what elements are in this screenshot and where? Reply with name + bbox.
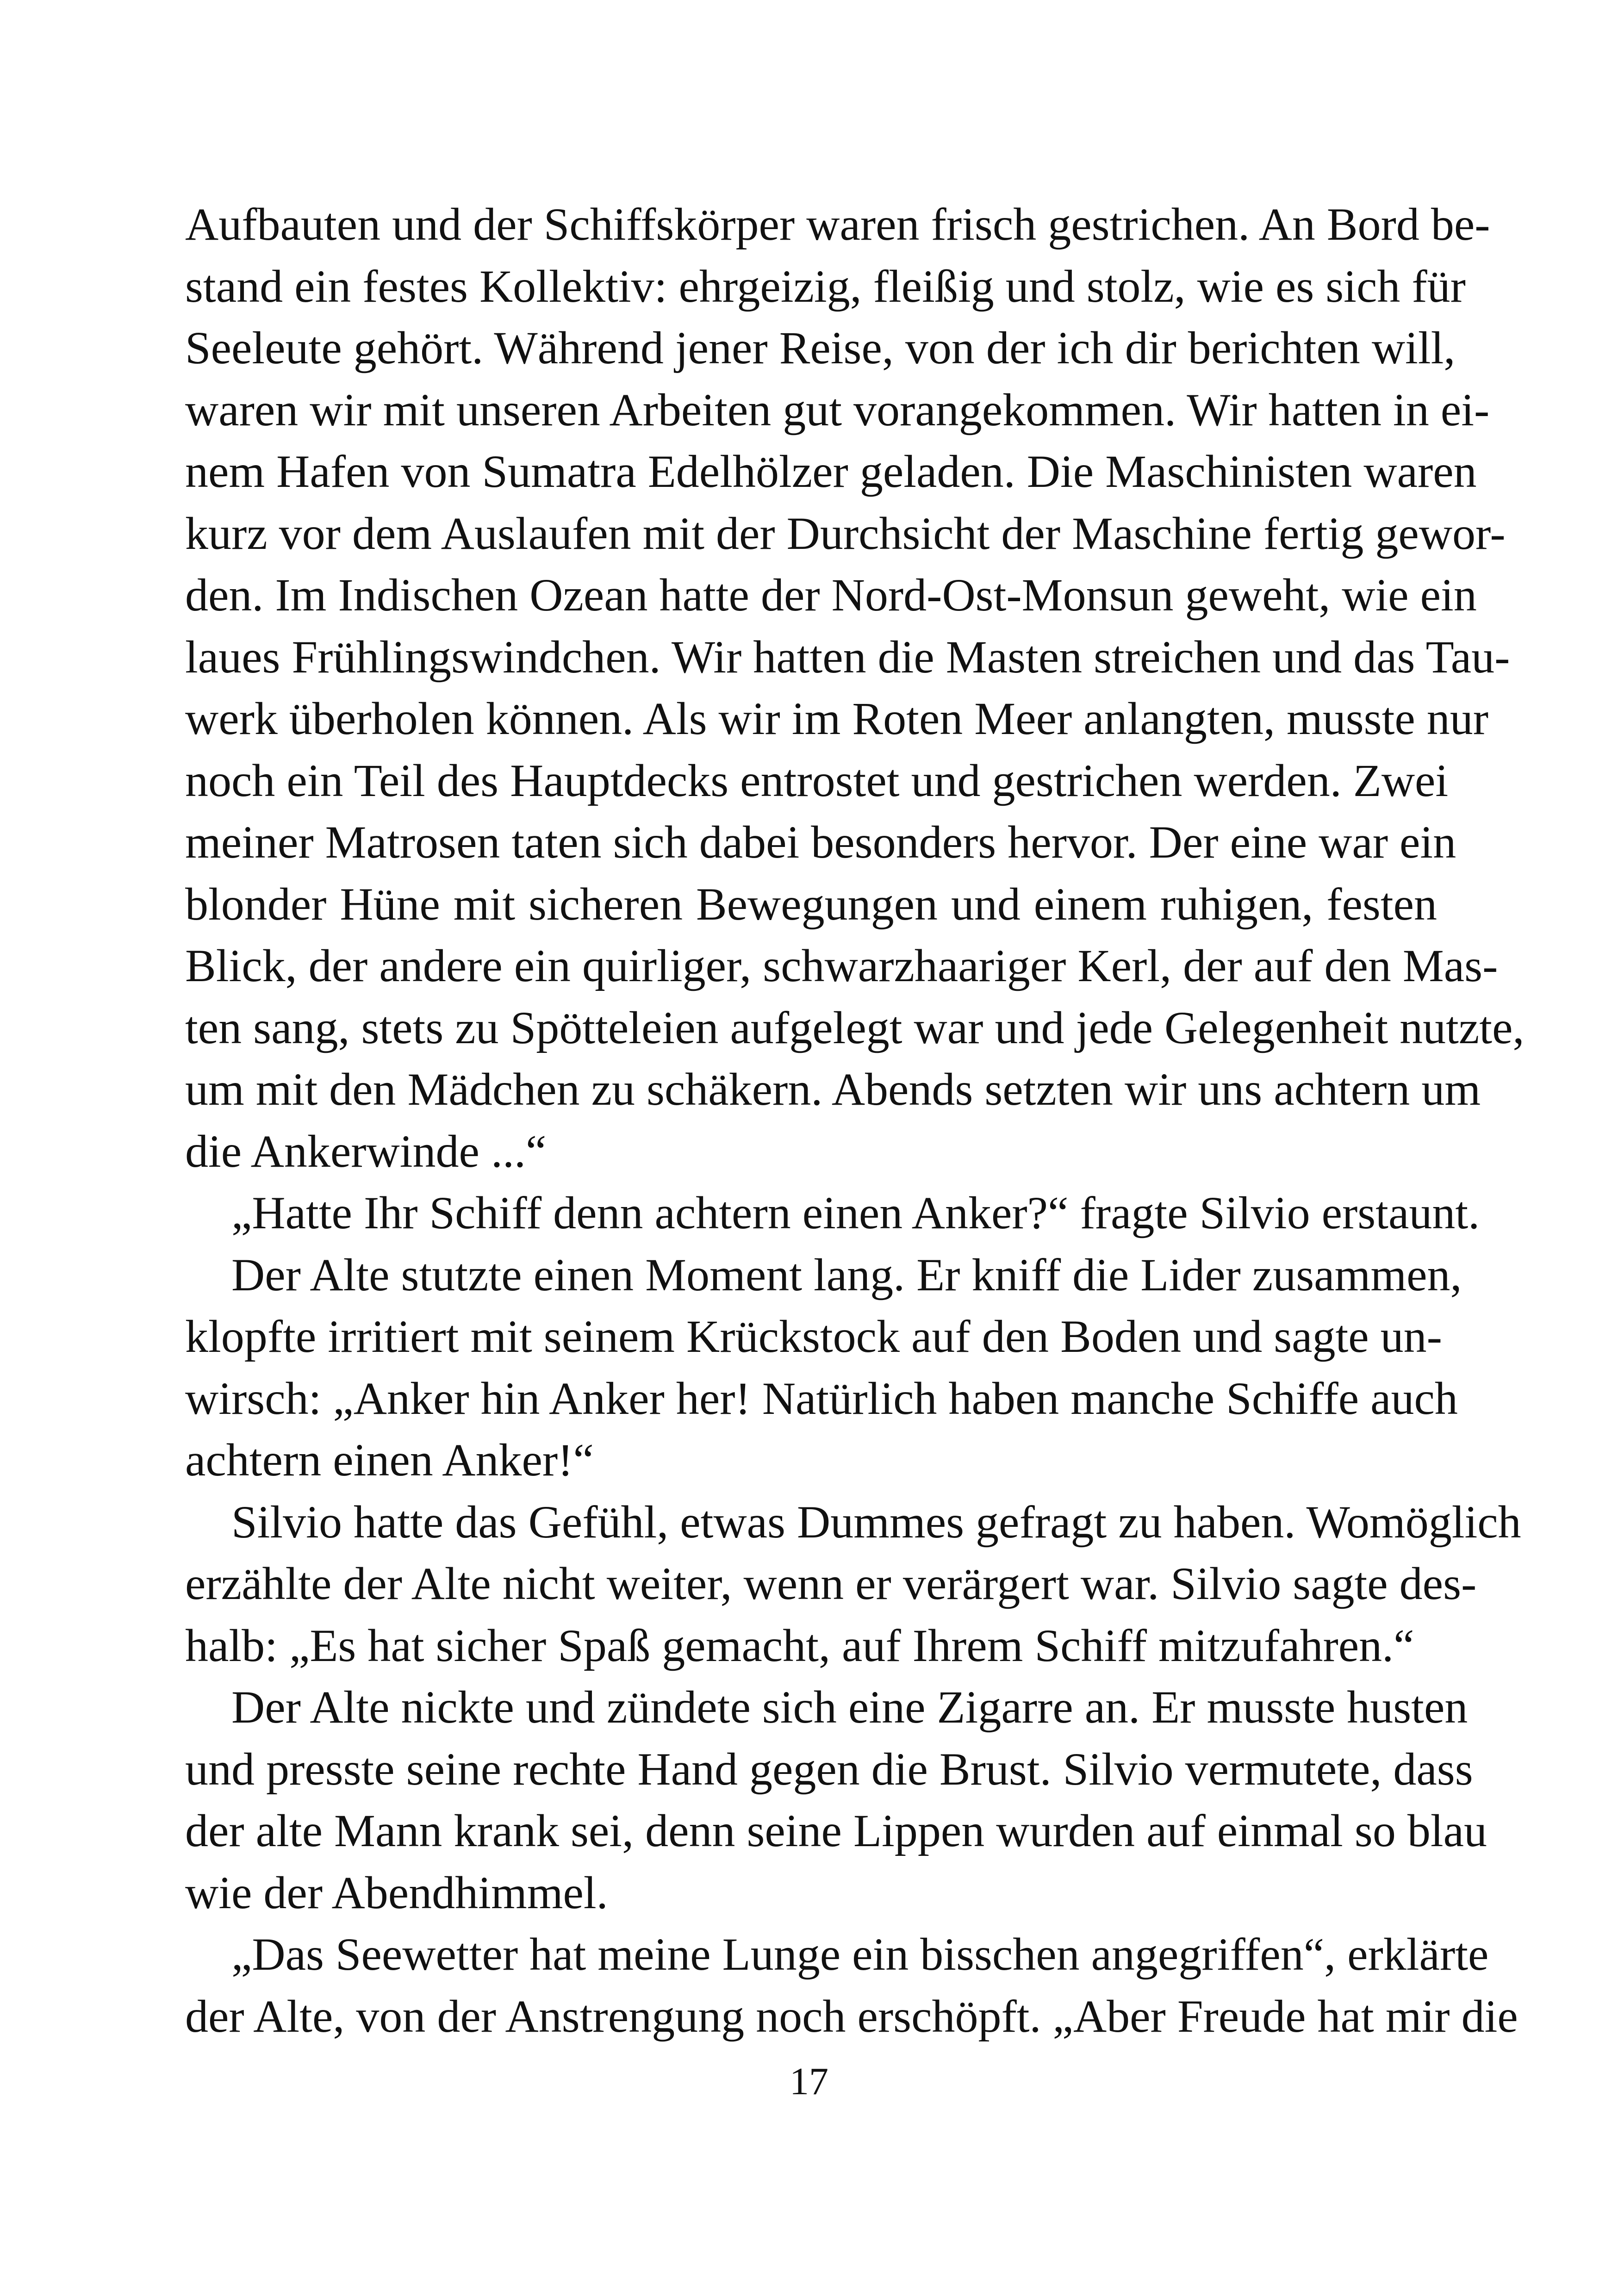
- text-line: kurz vor dem Auslaufen mit der Durchsicht der Maschine fertig gewor-: [185, 507, 1506, 559]
- text-line: um mit den Mädchen zu schäkern. Abends setzten wir uns achtern um: [185, 1064, 1481, 1115]
- text-line: erzählte der Alte nicht weiter, wenn er verärgert war. Silvio sagte des-: [185, 1558, 1477, 1609]
- paragraph-first-line: „Hatte Ihr Schiff denn achtern einen Anker?“ fragte Silvio erstaunt.: [231, 1187, 1480, 1238]
- paragraph-first-line: „Das Seewetter hat meine Lunge ein bisschen angegriffen“, erklärte: [231, 1929, 1489, 1980]
- text-line: den. Im Indischen Ozean hatte der Nord-Ost-Monsun geweht, wie ein: [185, 569, 1477, 621]
- text-line: Aufbauten und der Schiffskörper waren frisch gestrichen. An Bord be-: [185, 199, 1490, 250]
- text-line: achtern einen Anker!“: [185, 1434, 594, 1486]
- text-line: der Alte, von der Anstrengung noch erschöpft. „Aber Freude hat mir die: [185, 1990, 1518, 2042]
- text-line: laues Frühlingswindchen. Wir hatten die Masten streichen und das Tau-: [185, 631, 1510, 683]
- paragraph-first-line: Silvio hatte das Gefühl, etwas Dummes gefragt zu haben. Womöglich: [231, 1496, 1521, 1548]
- text-line: wie der Abendhimmel.: [185, 1867, 608, 1918]
- text-line: halb: „Es hat sicher Spaß gemacht, auf Ihrem Schiff mitzufahren.“: [185, 1619, 1414, 1671]
- paragraph-first-line: Der Alte stutzte einen Moment lang. Er kniff die Lider zusammen,: [231, 1249, 1462, 1300]
- text-line: wirsch: „Anker hin Anker her! Natürlich haben manche Schiffe auch: [185, 1372, 1458, 1424]
- text-line: Blick, der andere ein quirliger, schwarzhaariger Kerl, der auf den Mas-: [185, 940, 1498, 991]
- text-line: und presste seine rechte Hand gegen die Brust. Silvio vermutete, dass: [185, 1743, 1473, 1795]
- text-line: der alte Mann krank sei, denn seine Lippen wurden auf einmal so blau: [185, 1805, 1487, 1856]
- text-line: Seeleute gehört. Während jener Reise, von der ich dir berichten will,: [185, 322, 1456, 373]
- text-line: die Ankerwinde ...“: [185, 1125, 547, 1177]
- text-line: meiner Matrosen taten sich dabei besonders hervor. Der eine war ein: [185, 816, 1456, 868]
- page-number: 17: [790, 2060, 828, 2103]
- text-line: noch ein Teil des Hauptdecks entrostet und gestrichen werden. Zwei: [185, 754, 1449, 806]
- body-text: [185, 193, 1525, 2047]
- text-line: waren wir mit unseren Arbeiten gut vorangekommen. Wir hatten in ei-: [185, 384, 1490, 436]
- text-line: werk überholen können. Als wir im Roten Meer anlangten, musste nur: [185, 693, 1489, 744]
- text-line: klopfte irritiert mit seinem Krückstock auf den Boden und sagte un-: [185, 1311, 1442, 1362]
- text-line: nem Hafen von Sumatra Edelhölzer geladen. Die Maschinisten waren: [185, 446, 1477, 497]
- text-line: stand ein festes Kollektiv: ehrgeizig, fleißig und stolz, wie es sich für: [185, 260, 1466, 312]
- paragraph-first-line: Der Alte nickte und zündete sich eine Zigarre an. Er musste husten: [231, 1681, 1468, 1733]
- text-line: blonder Hüne mit sicheren Bewegungen und einem ruhigen, festen: [185, 878, 1437, 930]
- text-line: ten sang, stets zu Spötteleien aufgelegt war und jede Gelegenheit nutzte,: [185, 1002, 1525, 1053]
